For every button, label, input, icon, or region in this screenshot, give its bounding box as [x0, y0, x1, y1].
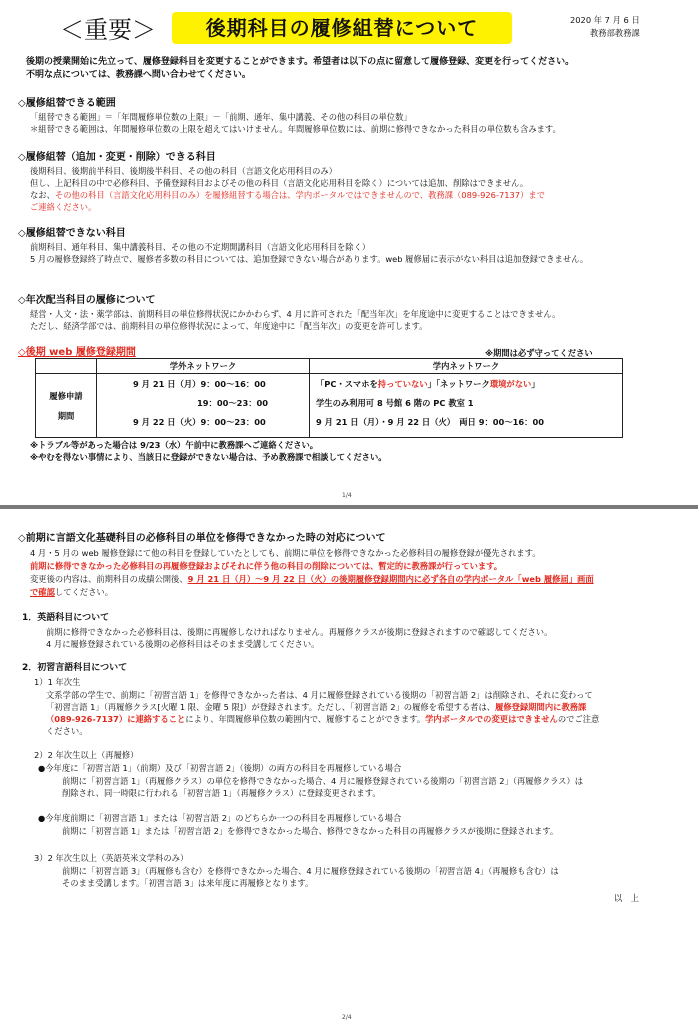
- page-1: [0, 0, 698, 505]
- page-title: 後期科目の履修組替について: [172, 12, 512, 44]
- not-changeable-line-1: 前期科目、通年科目、集中講義科目、その他の不定期開講科目（言語文化応用科目を除く）: [30, 242, 371, 252]
- trouble-note: ※トラブル等があった場合は 9/23（水）午前中に教務課へご連絡ください。: [30, 440, 319, 450]
- section-heading-year: ◇年次配当科目の履修について: [18, 295, 156, 306]
- internal-condition-b: 持っていない: [377, 379, 428, 389]
- page2-p3-period: 9 月 21 日（月）～9 月 22 日（火）の後期履修登録期間内に必ず各自の学内ポータル「web 履修届」画面: [187, 574, 594, 584]
- unavoidable-note: ※やむを得ない事情により、当該日に登録ができない場合は、予め教務課で相談してください。: [30, 452, 387, 462]
- schedule-corner-cell: [36, 359, 97, 374]
- second-year-bullet-2-line-1: 前期に「初習言語 1」または「初習言語 2」を修得できなかった場合、修得できなかった科目の再履修クラスが後期に登録されます。: [62, 826, 559, 836]
- page2-p4-confirm: で確認: [30, 587, 55, 597]
- first-year-line-3-text: により、年間履修単位数の範囲内で、履修することができます。: [185, 714, 426, 724]
- page2-p4: [30, 586, 113, 598]
- first-year-line-3: [46, 713, 599, 725]
- col-external: 学外ネットワーク: [97, 359, 310, 374]
- internal-dates: 9 月 21 日（月）・9 月 22 日（火） 両日 9：00～16：00: [316, 417, 545, 427]
- schedule-table: [35, 358, 623, 438]
- second-year-bullet-1: ●今年度に「初習言語 1」（前期）及び「初習言語 2」（後期）の両方の科目を再履修している場合: [38, 763, 402, 773]
- changeable-line-2: 但し、上記科目の中で必修科目、予備登録科目およびその他の科目（言語文化応用科目を除く）については追加、削除はできません。: [30, 178, 529, 188]
- intro-line-2: 不明な点については、教務課へ問い合わせてください。: [26, 70, 251, 80]
- internal-condition-d: 環境がない: [489, 379, 532, 389]
- page2-p1: 4 月・5 月の web 履修登録にて他の科目を登録していたとしても、前期に単位を修得できなかった必修科目の履修登録が優先されます。: [30, 548, 541, 558]
- internal-condition: [316, 378, 616, 390]
- first-year-line-2: [46, 701, 586, 713]
- schedule-heading: ◇後期 web 履修登録期間: [18, 347, 136, 358]
- page2-p2: 前期に修得できなかった必修科目の再履修登録およびそれに伴う他の科目の削除については、暫定的に教務課が行っています。: [30, 561, 503, 571]
- english-major-line-1: 前期に「初習言語 3」（再履修も含む）を修得できなかった場合、4 月に履修登録されている後期の「初習言語 4」（再履修も含む）は: [62, 866, 559, 876]
- date: 2020 年 7 月 6 日: [570, 15, 640, 25]
- changeable-line-3: [30, 189, 545, 201]
- internal-condition-e: 」: [531, 379, 540, 389]
- first-year-line-4: ください。: [46, 726, 88, 736]
- closing-mark: 以 上: [614, 893, 639, 903]
- important-label: ＜重要＞: [60, 16, 156, 44]
- page-2: [0, 509, 698, 1024]
- row-label-2: 期間: [57, 410, 75, 421]
- english-line-2: 4 月に履修登録されている後期の必修科目はそのまま受講してください。: [46, 639, 320, 649]
- english-heading: 1．英語科目について: [22, 613, 110, 623]
- row-label: [36, 374, 97, 438]
- english-major-label: 3）2 年次生以上（英語英米文学科のみ）: [34, 853, 189, 863]
- internal-cell: [310, 374, 623, 438]
- external-cell: [97, 374, 310, 438]
- not-changeable-line-2: 5 月の履修登録終了時点で、履修者多数の科目については、追加登録できない場合があります。web 履修届に表示がない科目は追加登録できません。: [30, 254, 589, 264]
- second-year-label: 2）2 年次生以上（再履修）: [34, 750, 139, 760]
- year-line-2: ただし、経済学部では、前期科目の単位修得状況によって、年度途中に「配当年次」の変更を許可します。: [30, 321, 428, 331]
- first-year-line-1: 文系学部の学生で、前期に「初習言語 1」を修得できなかった者は、4 月に履修登録されている後期の「初習言語 2」は削除され、それに変わって: [46, 690, 593, 700]
- first-year-line-3-contact: （089-926-7137）に連絡すること: [46, 714, 186, 724]
- second-year-bullet-1-line-2: 削除され、同一時限に行われる「初習言語 1」（再履修クラス）に登録変更されます。: [62, 788, 381, 798]
- page-number-1: 1/4: [342, 492, 352, 499]
- page2-p3: [30, 573, 594, 585]
- first-year-line-3-warning: 学内ポータルでの変更はできません: [425, 714, 558, 724]
- english-major-line-2: そのまま受講します。「初習言語 3」は来年度に再履修となります。: [62, 878, 314, 888]
- schedule-note: ※期間は必ず守ってください: [485, 348, 593, 358]
- external-evening: 19：00～23：00: [197, 398, 269, 408]
- changeable-line-3-notice: その他の科目（言語文化応用科目のみ）を履修組替する場合は、学内ポータルではできませんので、教務課（089-926-7137）まで: [54, 190, 545, 200]
- second-year-bullet-1-line-1: 前期に「初習言語 1」（再履修クラス）の単位を修得できなかった場合、4 月に履修登録されている後期の「初習言語 2」（再履修クラス）は: [62, 776, 584, 786]
- first-year-label: 1）1 年次生: [34, 677, 81, 687]
- range-line-2: ＊組替できる範囲は、年間履修単位数の上限を超えてはいけません。年間履修単位数には、前期に修得できなかった科目の単位数も含みます。: [30, 124, 561, 134]
- internal-condition-a: 「PC・スマホを: [316, 379, 378, 389]
- internal-condition-c: 」「ネットワーク: [427, 379, 490, 389]
- col-internal: 学内ネットワーク: [310, 359, 623, 374]
- external-day-1: 9 月 21 日（月）9：00～16：00: [133, 379, 266, 389]
- first-year-line-2-text: 「初習言語 1」（再履修クラス[火曜 1 限、金曜 5 限]）が登録されます。ただし、「初習言語 2」の履修を希望する者は、: [46, 702, 496, 712]
- page2-heading: ◇前期に言語文化基礎科目の必修科目の単位を修得できなかった時の対応について: [18, 533, 386, 544]
- section-heading-not-changeable: ◇履修組替できない科目: [18, 228, 126, 239]
- page2-p4-suffix: してください。: [54, 587, 113, 597]
- page2-p3-prefix: 変更後の内容は、前期科目の成績公開後、: [30, 574, 188, 584]
- department: 教務部教務課: [590, 28, 640, 38]
- section-heading-range: ◇履修組替できる範囲: [18, 98, 116, 109]
- initial-language-heading: 2．初習言語科目について: [22, 663, 128, 673]
- changeable-line-1: 後期科目、後期前半科目、後期後半科目、その他の科目（言語文化応用科目のみ）: [30, 166, 337, 176]
- external-day-2: 9 月 22 日（火）9：00～23：00: [133, 417, 266, 427]
- range-line-1: 「組替できる範囲」＝「年間履修単位数の上限」－「前期、通年、集中講義、その他の科目の単位数」: [30, 112, 412, 122]
- english-line-1: 前期に修得できなかった必修科目は、後期に再履修しなければなりません。再履修クラスが後期に登録されますので確認してください。: [46, 627, 553, 637]
- first-year-line-3-tail: のでご注意: [557, 714, 600, 724]
- page-number-2: 2/4: [342, 1014, 352, 1021]
- changeable-line-4: ご連絡ください。: [30, 202, 97, 212]
- changeable-line-3-prefix: なお、: [30, 190, 55, 200]
- internal-location: 学生のみ利用可 8 号館 6 階の PC 教室 1: [316, 398, 474, 408]
- intro-line-1: 後期の授業開始に先立って、履修登録科目を変更することができます。希望者は以下の点に留意して履修登録、変更を行ってください。: [26, 57, 575, 67]
- first-year-line-2-notice: 履修登録期間内に教務課: [495, 702, 587, 712]
- second-year-bullet-2: ●今年度前期に「初習言語 1」または「初習言語 2」のどちらか一つの科目を再履修している場合: [38, 813, 402, 823]
- row-label-1: 履修申請: [49, 390, 83, 401]
- year-line-1: 経営・人文・法・薬学部は、前期科目の単位修得状況にかかわらず、4 月に許可された「配当年次」を年度途中に変更することはできません。: [30, 309, 561, 319]
- section-heading-changeable: ◇履修組替（追加・変更・削除）できる科目: [18, 152, 216, 163]
